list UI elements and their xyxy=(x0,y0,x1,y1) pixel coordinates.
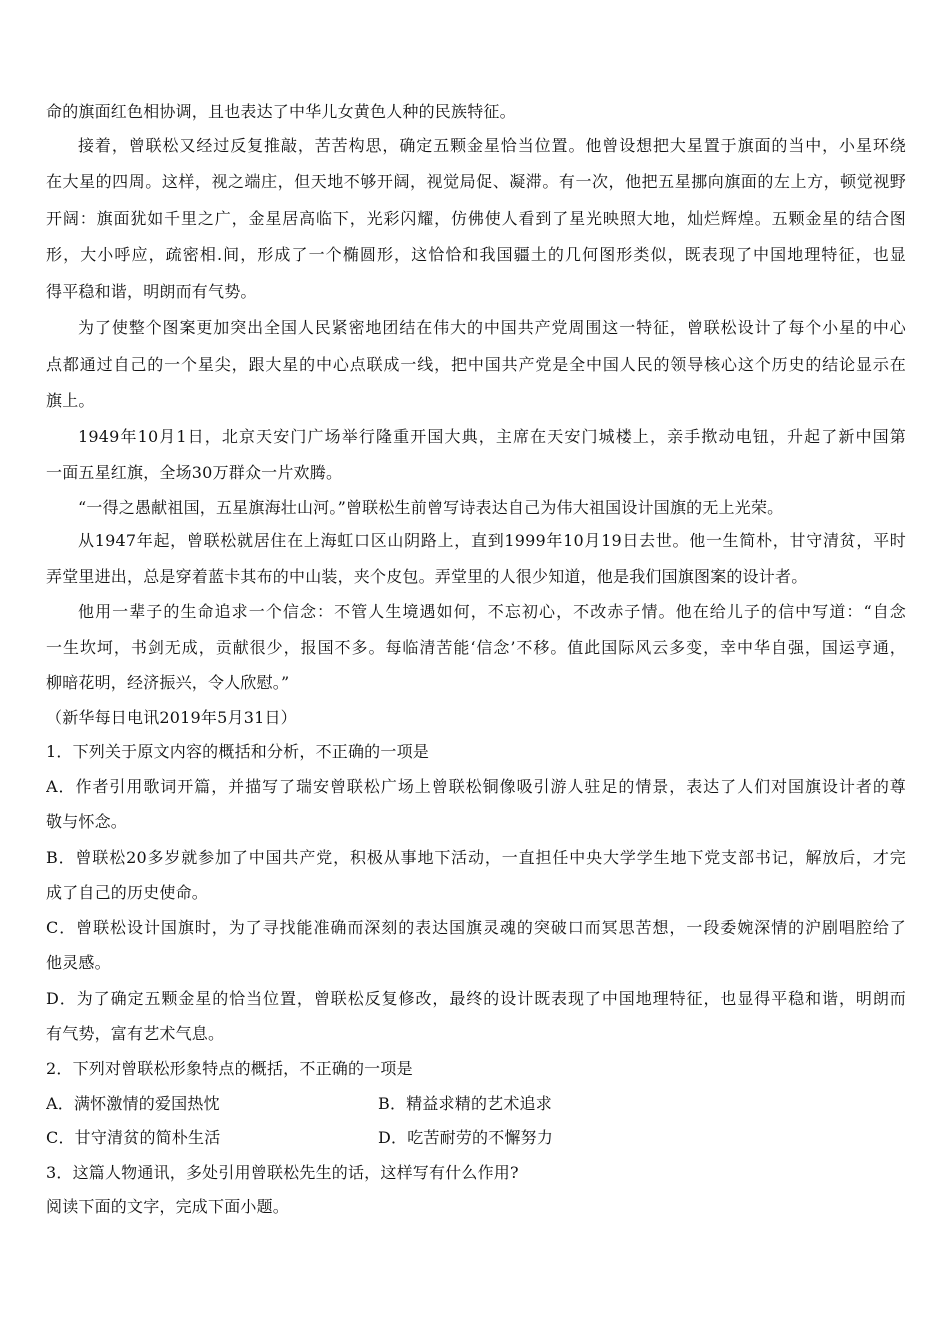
option-c-cont: 他灵感。 xyxy=(46,953,111,972)
question-stem: 3．这篇人物通讯，多处引用曾联松先生的话，这样写有什么作用? xyxy=(46,1163,519,1182)
text-line: 他用一辈子的生命追求一个信念：不管人生境遇如何，不忘初心，不改赤子情。他在给儿子的信中写道：“自念 xyxy=(78,602,906,621)
source-citation: （新华每日电讯2019年5月31日） xyxy=(46,708,297,727)
text-line: 在大星的四周。这样，视之端庄，但天地不够开阔，视觉局促、凝滞。有一次，他把五星挪向旗面的左上方，顿觉视野 xyxy=(46,172,906,191)
text-line: 旗上。 xyxy=(46,391,95,410)
question-stem: 1．下列关于原文内容的概括和分析，不正确的一项是 xyxy=(46,742,429,761)
text-line: 从1947年起，曾联松就居住在上海虹口区山阴路上，直到1999年10月19日去世。他一生简朴，甘守清贫，平时 xyxy=(78,531,906,550)
text-line: 弄堂里进出，总是穿着蓝卡其布的中山装，夹个皮包。弄堂里的人很少知道，他是我们国旗图案的设计者。 xyxy=(46,567,808,586)
text-line: 形，大小呼应，疏密相.间，形成了一个椭圆形，这恰恰和我国疆土的几何图形类似，既表现了中国地理特征，也显 xyxy=(46,245,906,264)
option-b: B．精益求精的艺术追求 xyxy=(378,1094,552,1113)
option-c: C．甘守清贫的简朴生活 xyxy=(46,1128,221,1147)
text-line: 柳暗花明，经济振兴，令人欣慰。” xyxy=(46,673,290,692)
text-line: 点都通过自己的一个星尖，跟大星的中心点联成一线，把中国共产党是全中国人民的领导核心这个历史的结论显示在 xyxy=(46,355,906,374)
text-line: 接着，曾联松又经过反复推敲，苦苦构思，确定五颗金星恰当位置。他曾设想把大星置于旗面的当中，小星环绕 xyxy=(78,136,906,155)
option-a: A．满怀激情的爱国热忱 xyxy=(46,1094,220,1113)
text-line: 一面五星红旗，全场30万群众一片欢腾。 xyxy=(46,463,343,482)
option-a: A．作者引用歌词开篇，并描写了瑞安曾联松广场上曾联松铜像吸引游人驻足的情景，表达了人们对国旗设计者的尊 xyxy=(46,777,906,796)
text-line: 1949年10月1日，北京天安门广场举行隆重开国大典，主席在天安门城楼上，亲手揿动电钮，升起了新中国第 xyxy=(78,427,906,446)
option-b: B．曾联松20多岁就参加了中国共产党，积极从事地下活动，一直担任中央大学学生地下党支部书记，解放后，才完 xyxy=(46,848,906,867)
text-line: 开阔：旗面犹如千里之广，金星居高临下，光彩闪耀，仿佛使人看到了星光映照大地，灿烂辉煌。五颗金星的结合图 xyxy=(46,209,906,228)
option-a-cont: 敬与怀念。 xyxy=(46,812,128,831)
text-line: 得平稳和谐，明朗而有气势。 xyxy=(46,282,257,301)
section-instruction: 阅读下面的文字，完成下面小题。 xyxy=(46,1197,290,1216)
text-line: 一生坎坷，书剑无成，贡献很少，报国不多。每临清苦能‘信念’不移。值此国际风云多变，幸中华自强，国运亨通， xyxy=(46,638,906,657)
option-d: D．为了确定五颗金星的恰当位置，曾联松反复修改，最终的设计既表现了中国地理特征，也显得平稳和谐，明朗而 xyxy=(46,989,906,1008)
option-d: D．吃苦耐劳的不懈努力 xyxy=(378,1128,554,1147)
text-line: “一得之愚献祖国，五星旗海壮山河。”曾联松生前曾写诗表达自己为伟大祖国设计国旗的无上光荣。 xyxy=(78,498,784,517)
option-d-cont: 有气势，富有艺术气息。 xyxy=(46,1024,225,1043)
text-line: 命的旗面红色相协调，且也表达了中华儿女黄色人种的民族特征。 xyxy=(46,102,516,121)
option-c: C．曾联松设计国旗时，为了寻找能准确而深刻的表达国旗灵魂的突破口而冥思苦想，一段委婉深情的沪剧唱腔给了 xyxy=(46,918,906,937)
text-line: 为了使整个图案更加突出全国人民紧密地团结在伟大的中国共产党周围这一特征，曾联松设计了每个小星的中心 xyxy=(78,318,906,337)
option-b-cont: 成了自己的历史使命。 xyxy=(46,883,209,902)
question-stem: 2．下列对曾联松形象特点的概括，不正确的一项是 xyxy=(46,1059,413,1078)
